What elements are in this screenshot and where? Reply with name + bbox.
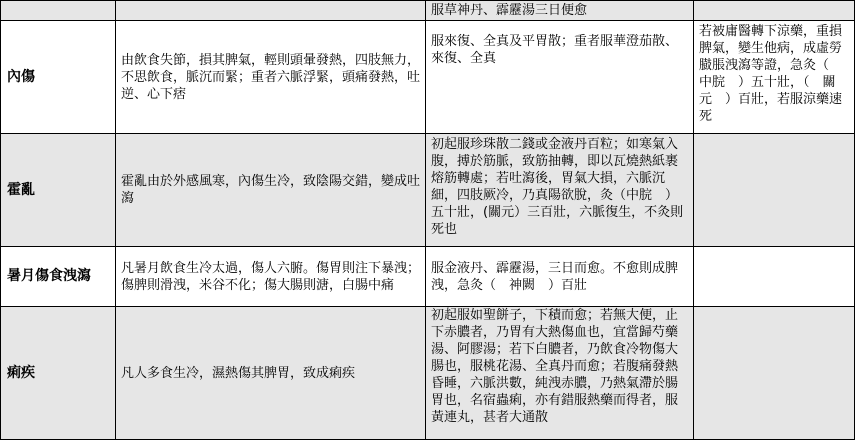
note-cell [693, 306, 855, 440]
treatment-text: 初起服如聖餅子，下積而愈；若無大便，止下赤膿者，乃胃有大熱傷血也，宜當歸芍藥湯、阿膠湯；若下白膿者，乃飲食冷物傷大腸也，服桃花湯、全真丹而愈；若腹痛發熱昏睡，六脈洪數，純洩赤膿，乃熱氣滯於腸胃也，名宿蟲痢，亦有錯服熱藥而得者，服黃連丸，甚者大通散 [431, 308, 679, 425]
table-row [0, 246, 855, 306]
cause-cell [115, 246, 425, 306]
table-row [0, 306, 855, 440]
disease-name: 暑月傷食洩瀉 [7, 268, 91, 284]
treatment-text: 服草神丹、霹靂湯三日便愈 [431, 3, 588, 18]
disease-cell [0, 0, 115, 20]
cause-cell [115, 133, 425, 246]
cause-text: 凡暑月飲食生冷太過，傷人六腑。傷胃則注下暴洩；傷脾則滑洩，米谷不化；傷大腸則溏，白腸中痛 [121, 260, 421, 293]
disease-cell [0, 306, 115, 440]
treatment-cell [425, 306, 693, 440]
treatment-cell [425, 133, 693, 246]
disease-cell [0, 246, 115, 306]
disease-name: 內傷 [7, 68, 35, 85]
cause-text: 凡人多食生冷，濕熱傷其脾胃，致成痢疾 [121, 365, 356, 381]
treatment-text: 服來復、全真及平胃散；重者服華澄茄散、來復、全真 [431, 34, 679, 66]
table-row [0, 133, 855, 246]
cause-cell [115, 0, 425, 20]
treatment-cell [425, 0, 693, 20]
disease-name: 痢疾 [7, 364, 35, 381]
table-row [0, 20, 855, 133]
disease-name: 霍亂 [7, 181, 35, 198]
treatment-text: 初起服珍珠散二錢或金液丹百粒；如寒氣入腹，搏於筋脈，致筋抽轉，即以瓦燒熱紙裹熔筋轉處；若吐瀉後，胃氣大損，六脈沉細，四肢厥冷，乃真陽欲脫，灸（中脘 ）五十壯，(關元）三百壯，六脈復生，不灸則死也 [431, 137, 684, 237]
treatment-cell [425, 20, 693, 133]
cause-text: 霍亂由於外感風寒，內傷生冷，致陰陽交錯，變成吐瀉 [121, 174, 421, 206]
note-cell [693, 20, 855, 133]
note-cell [693, 246, 855, 306]
cause-cell [115, 20, 425, 133]
treatment-cell [425, 246, 693, 306]
note-text: 若被庸醫轉下涼藥，重損脾氣，變生他病，成虛勞臌脹洩瀉等證，急灸（ 中脘 ）五十壯，（ 關元 ）百壯，若服涼藥速死 [699, 24, 843, 124]
cause-text: 由飲食失節，損其脾氣，輕則頭暈發熱，四肢無力，不思飲食，脈沉而緊；重者六脈浮緊，頭痛發熱，吐逆、心下痞 [121, 52, 421, 102]
note-cell [693, 133, 855, 246]
disease-cell [0, 20, 115, 133]
disease-cell [0, 133, 115, 246]
note-cell [693, 0, 855, 20]
table-row [0, 0, 855, 20]
cause-cell [115, 306, 425, 440]
treatment-text: 服金液丹、霹靂湯，三日而愈。不愈則成脾洩，急灸（ 神闕 ）百壯 [431, 260, 679, 293]
